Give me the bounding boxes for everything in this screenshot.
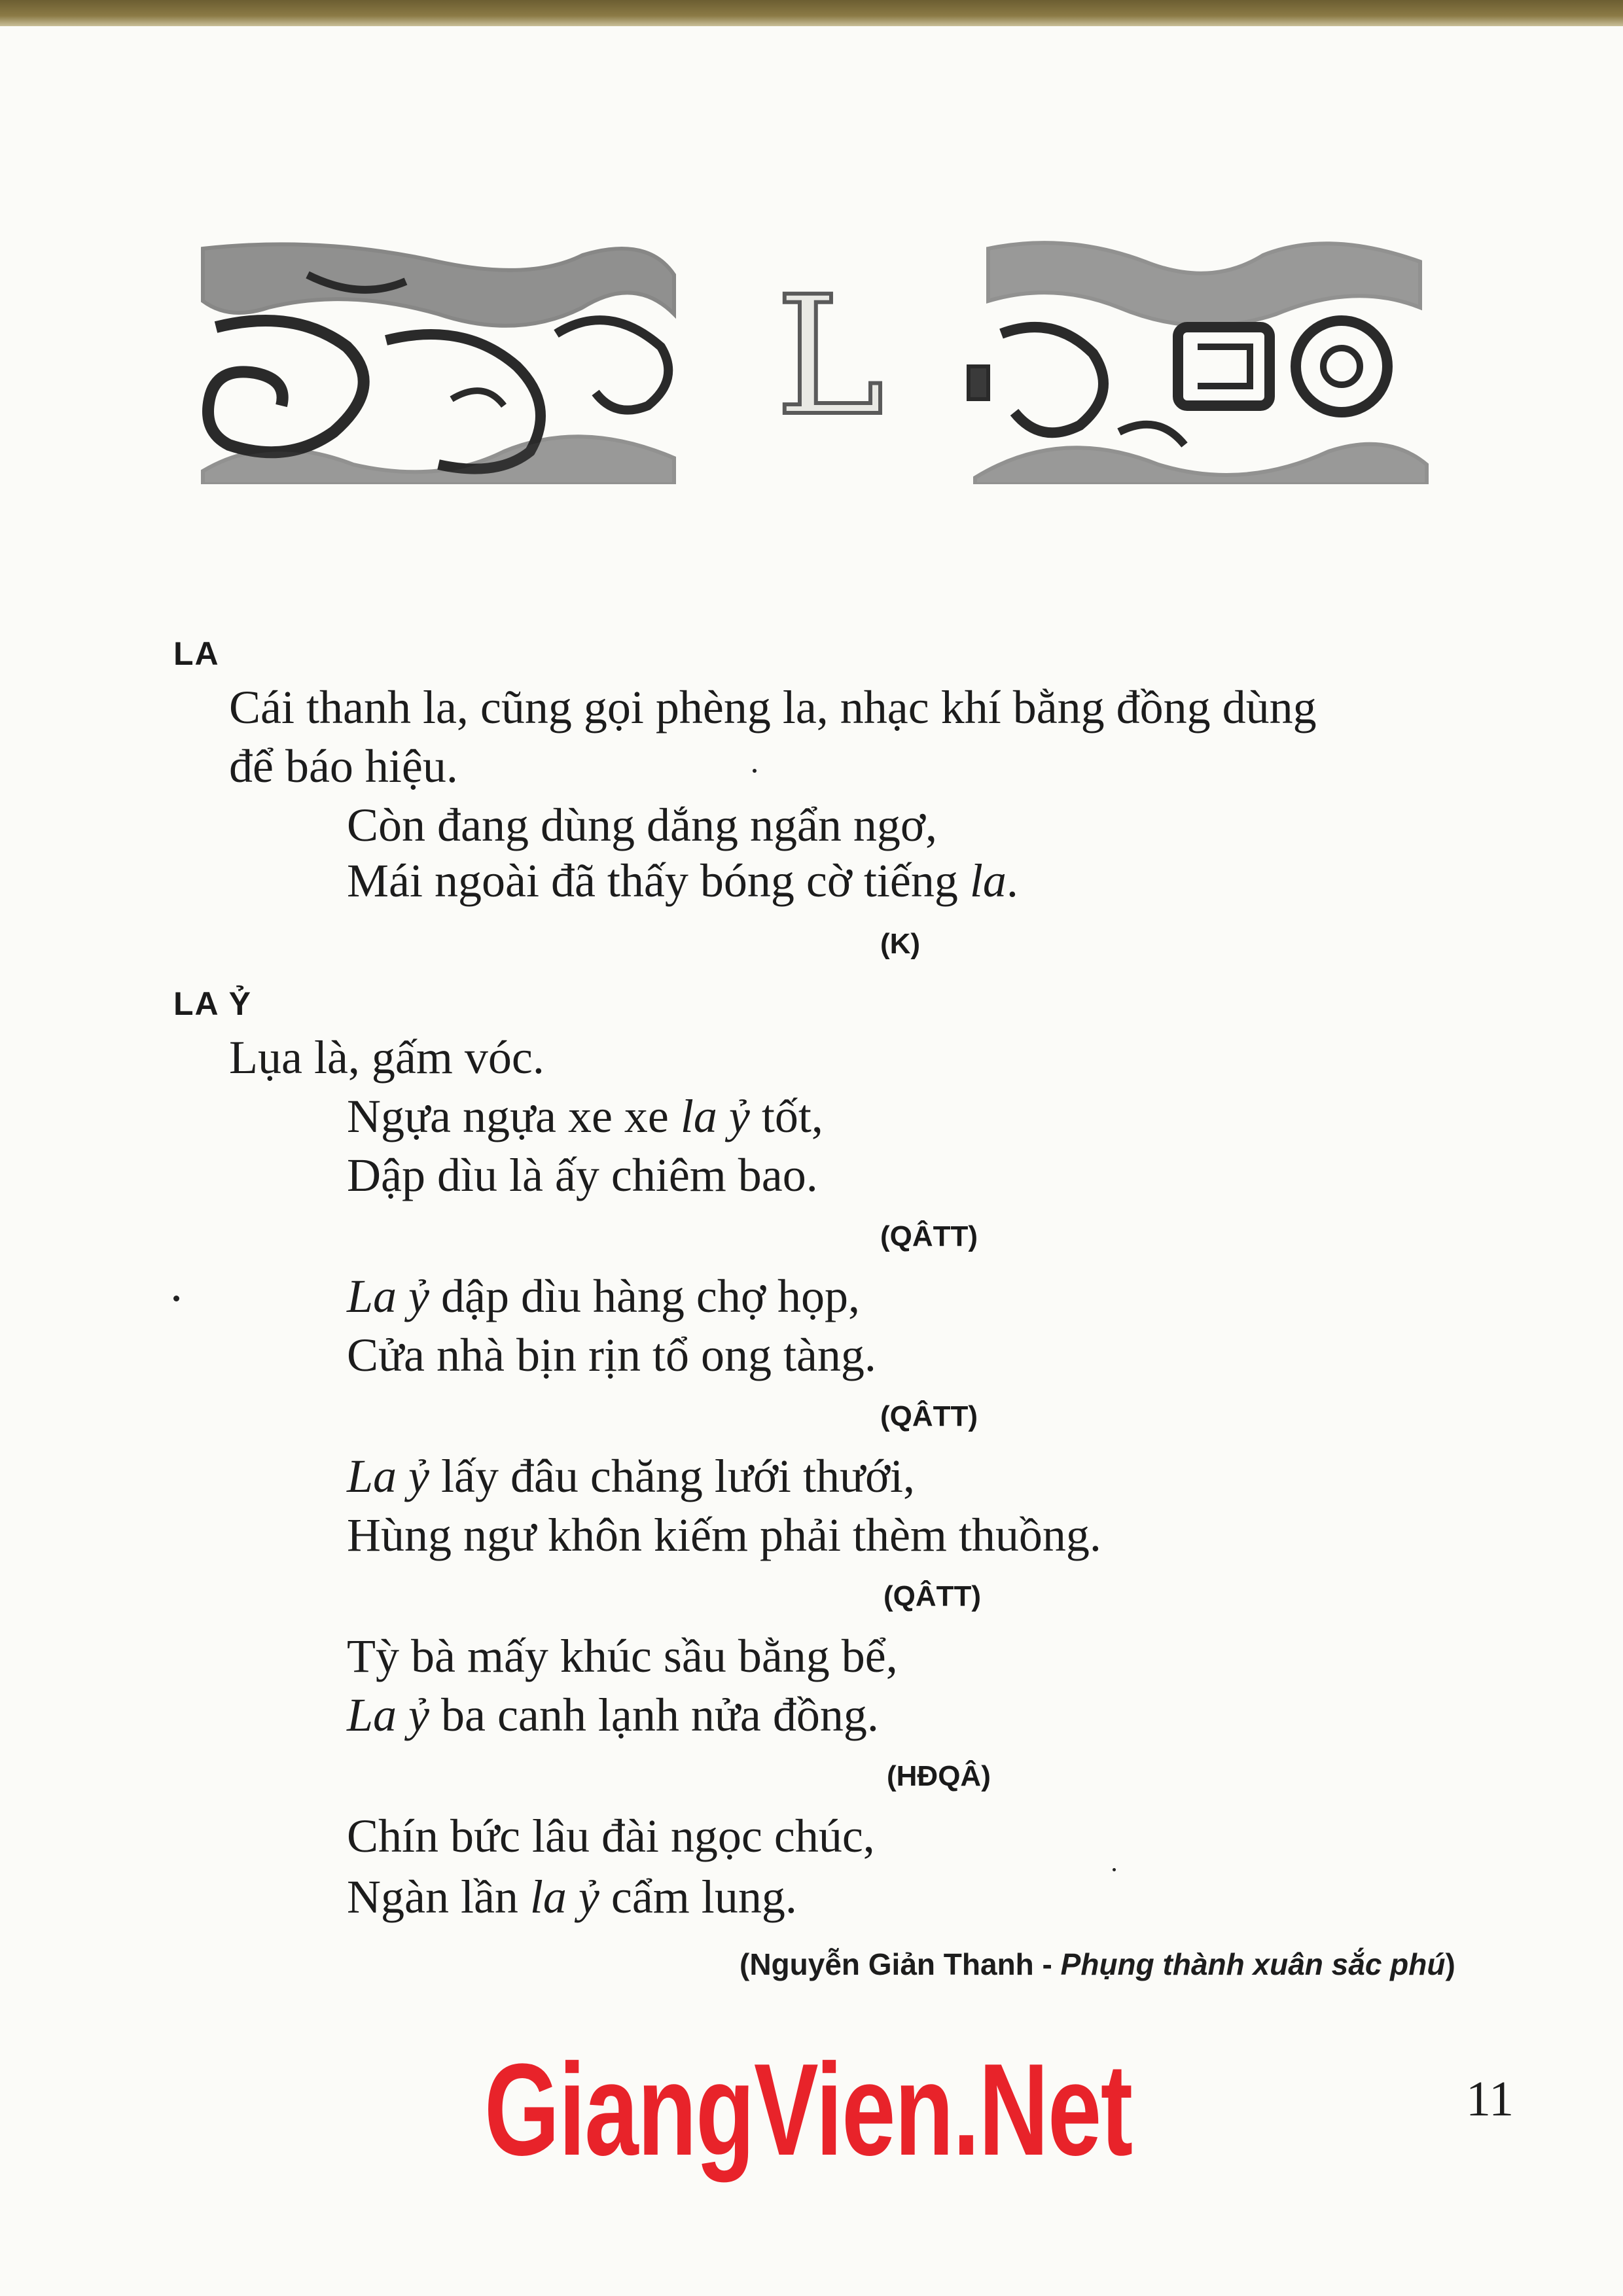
headword: LA Ỷ <box>173 985 253 1022</box>
verse-line: Ngựa ngựa xe xe la ỷ tốt, <box>347 1090 823 1142</box>
headword: LA <box>173 635 220 672</box>
verse-line: Tỳ bà mấy khúc sầu bằng bể, <box>347 1630 898 1682</box>
speck <box>1113 1868 1116 1871</box>
verse-line: La ỷ dập dìu hàng chợ họp, <box>347 1270 860 1322</box>
verse-line: La ỷ lấy đâu chăng lưới thưới, <box>347 1450 916 1502</box>
verse-line: Dập dìu là ấy chiêm bao. <box>347 1149 818 1201</box>
verse-line: Cửa nhà bịn rịn tổ ong tàng. <box>347 1329 876 1381</box>
watermark: GiangVien.Net <box>484 2037 1132 2183</box>
source-citation: (K) <box>880 928 921 960</box>
right-ornament-icon <box>962 236 1433 484</box>
source-citation: (HĐQÂ) <box>887 1760 991 1792</box>
source-citation: (QÂTT) <box>880 1220 978 1252</box>
definition-line: Cái thanh la, cũng gọi phèng la, nhạc khí bằng đồng dùng <box>229 681 1317 733</box>
verse-line: Còn đang dùng dắng ngẩn ngơ, <box>347 799 937 851</box>
speck <box>753 769 757 773</box>
attribution: (Nguyễn Giản Thanh - Phụng thành xuân sắc phú) <box>740 1947 1455 1981</box>
verse-line: Mái ngoài đã thấy bóng cờ tiếng la. <box>347 855 1018 907</box>
top-border <box>0 0 1623 26</box>
speck <box>173 1296 179 1301</box>
left-ornament-icon <box>190 236 687 484</box>
verse-line: Ngàn lần la ỷ cẩm lung. <box>347 1871 797 1923</box>
verse-line: Chín bức lâu đài ngọc chúc, <box>347 1810 875 1862</box>
source-citation: (QÂTT) <box>883 1580 982 1612</box>
definition-line: để báo hiệu. <box>229 740 458 792</box>
verse-line: La ỷ ba canh lạnh nửa đồng. <box>347 1689 879 1741</box>
verse-line: Hùng ngư khôn kiếm phải thèm thuồng. <box>347 1509 1101 1561</box>
section-letter: L <box>776 261 885 451</box>
source-citation: (QÂTT) <box>880 1400 978 1432</box>
definition-line: Lụa là, gấm vóc. <box>229 1031 544 1084</box>
page-number: 11 <box>1466 2072 1514 2127</box>
